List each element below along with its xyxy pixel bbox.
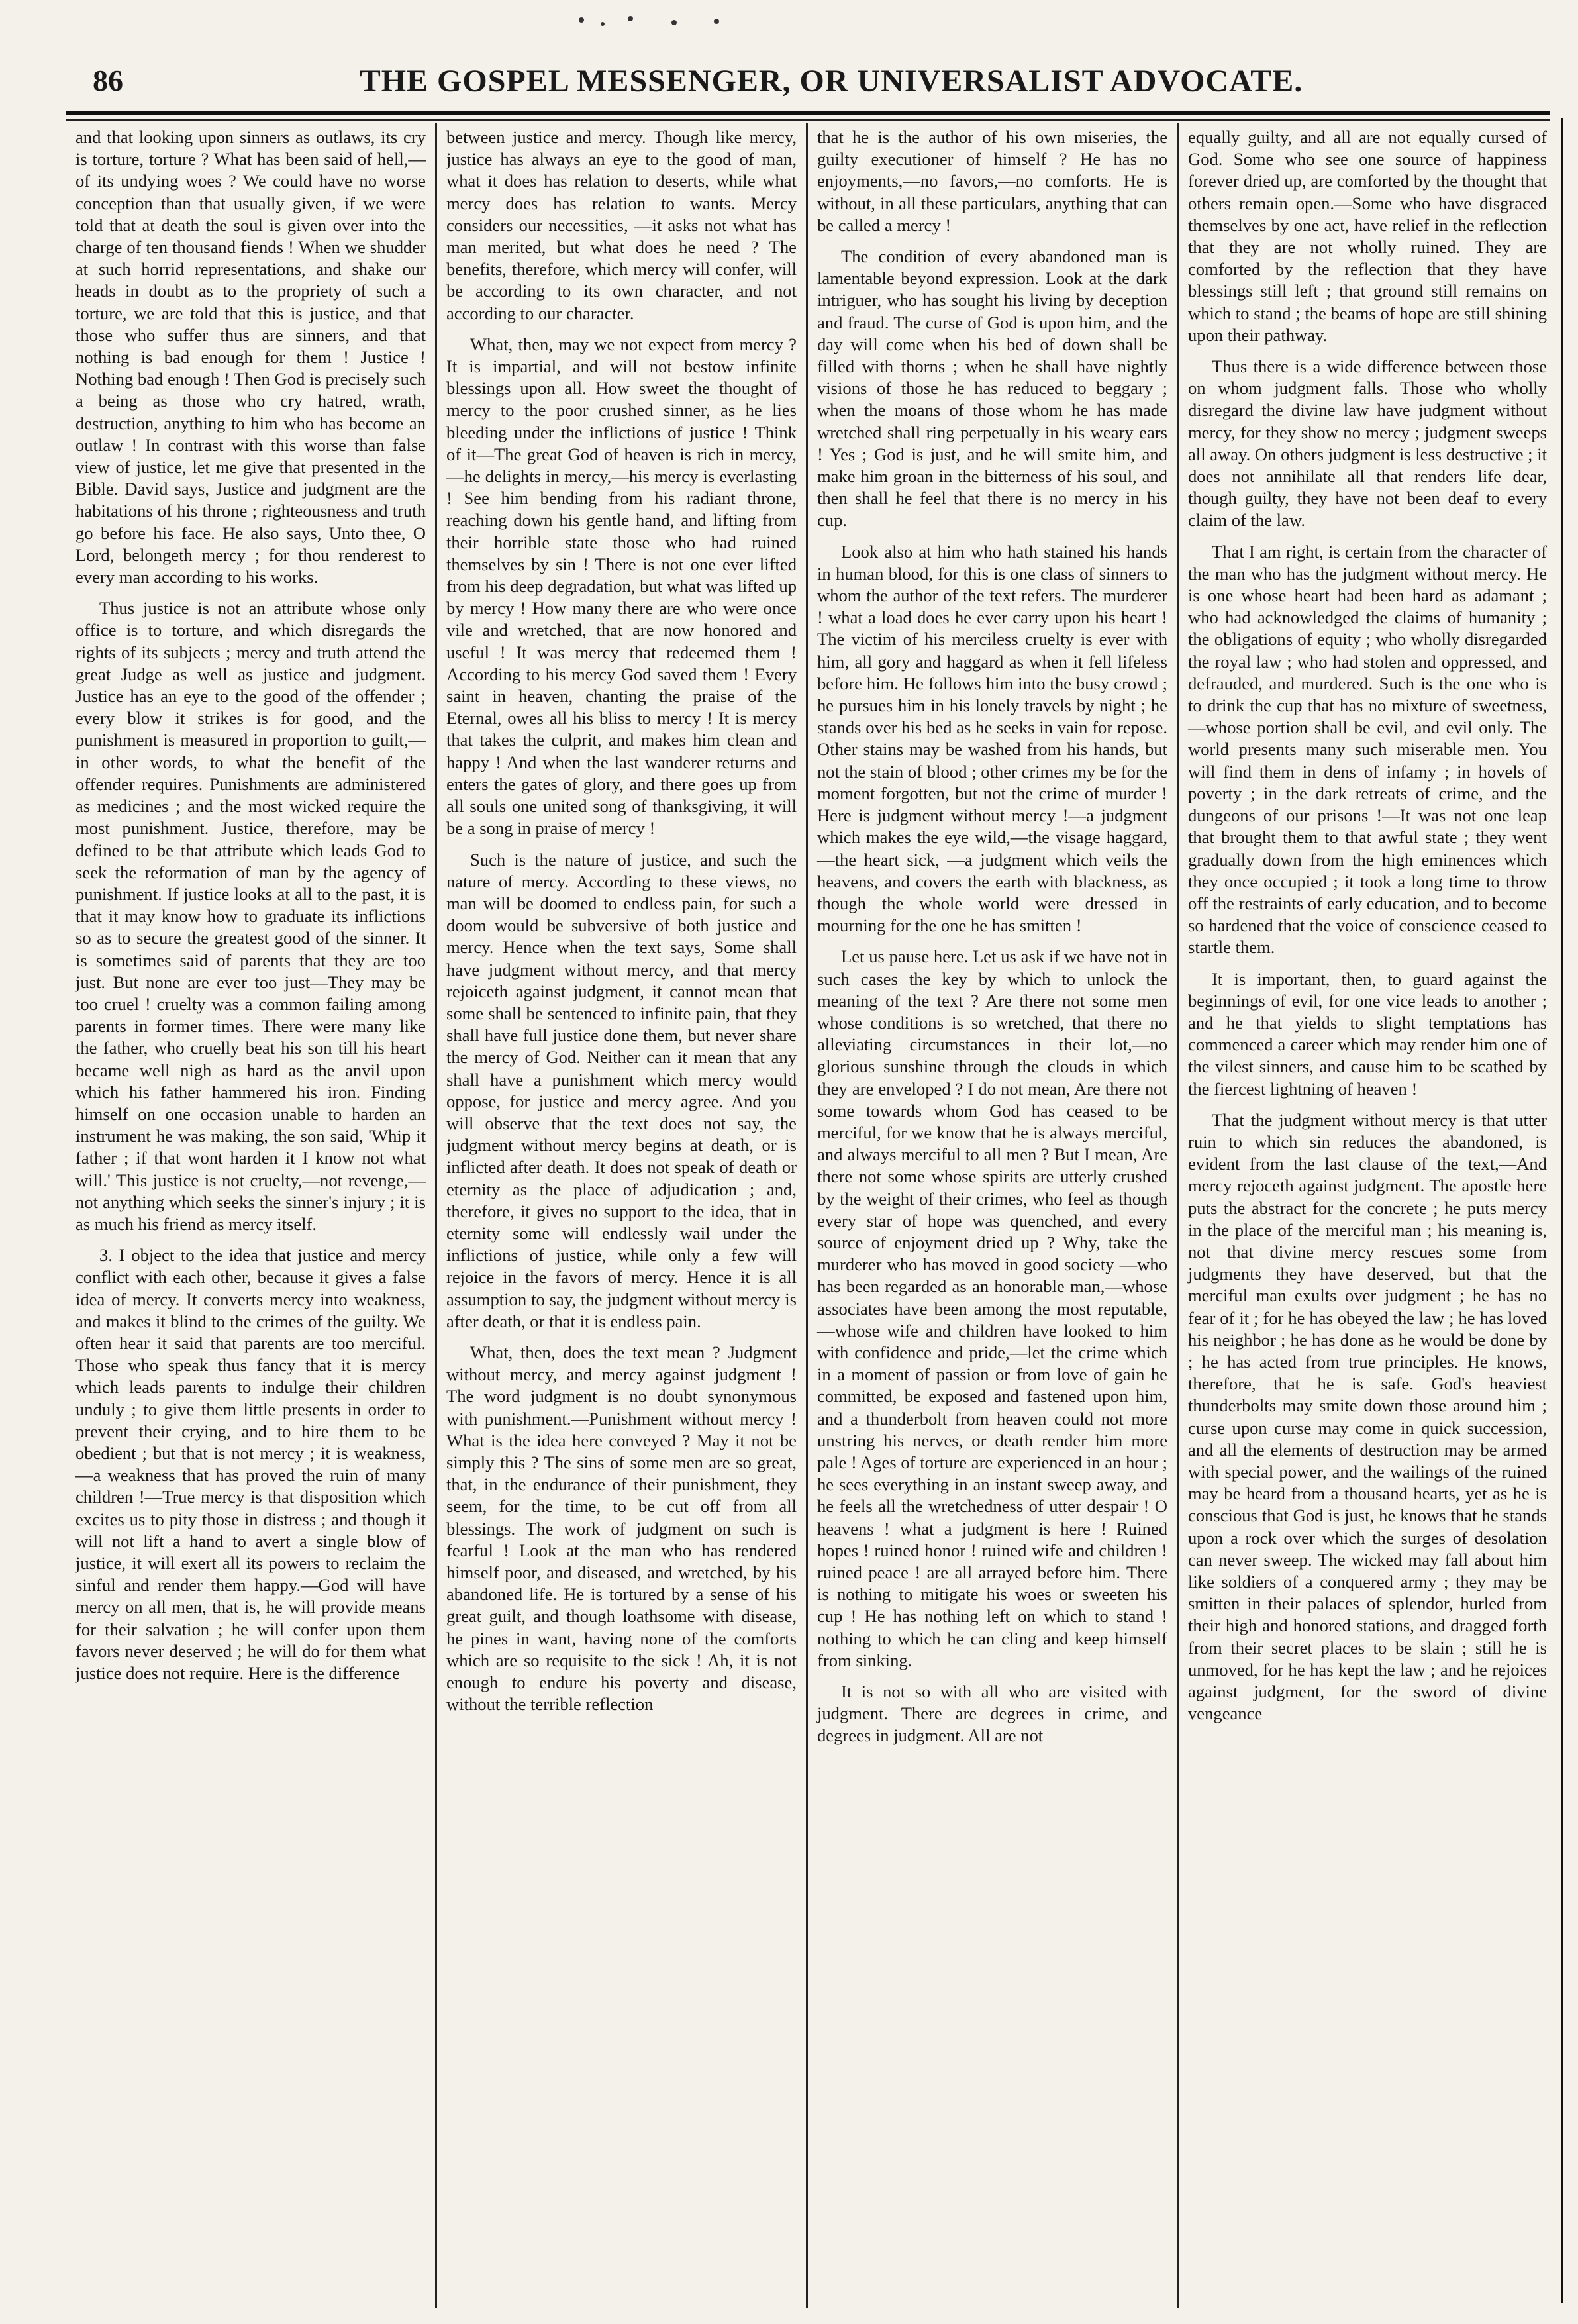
paragraph: That the judgment without mercy is that utter ruin to which sin reduces the abandoned, is evident from the last clause of the text,—And mercy rejoceth against judgment. The apostle here puts the abstract for the concrete ; he puts mercy in the place of the merciful man ; his meaning is, not that divine mercy rescues some from judgments they have deserved, but that the merciful man exults over judgment ; he has no fear of it ; for he has obeyed the law ; he has loved his neighbor ; he has done as he would be done by ; he has acted from true principles. He knows, therefore, that he is safe. God's heaviest thunderbolts may smite down those around him ; curse upon curse may come in quick succession, and all the elements of destruction may be armed with special power, and the wailings of the ruined may be heard from a thousand hearts, yet as he is conscious that God is just, he knows that he stands upon a rock over which the surges of desolation can never sweep. The wicked may fall about him like soldiers of a conquered army ; they may be smitten in their palaces of splendor, hurled from their high and honored stations, and dragged forth from their secret places to be slain ; still he is unmoved, for he has kept the law ; and he rejoices against judgment, for the sword of divine vengeance — [1188, 1109, 1547, 1724]
masthead-title: THE GOSPEL MESSENGER, OR UNIVERSALIST ADVOCATE. — [359, 64, 1303, 99]
paragraph: Let us pause here. Let us ask if we have not in such cases the key by which to unlock the meaning of the text ? Are there not some men whose conditions is so wretched, that there no alleviating circumstances in their lot,—no glorious sunshine through the clouds in which they are enveloped ? I do not mean, Are there not some towards whom God has ceased to be merciful, for we know that he is always merciful, and always merciful to all men ? But I mean, Are there not some whose spirits are utterly crushed by the weight of their crimes, who feel as though every star of hope was quenched, and every source of enjoyment dried up ? Why, take the murderer who has moved in good society —who has been regarded as an honorable man,—whose associates have been among the most reputable,—whose wife and children have looked to him with confidence and pride,—let the crime which in a moment of passion or from love of gain he committed, be exposed and fastened upon him, and a thunderbolt from heaven could not more unstring his nerves, or death render him more pale ! Ages of torture are experienced in an hour ; he sees everything in an instant sweep away, and he feels all the wretchedness of utter despair ! O heavens ! what a judgment is here ! Ruined hopes ! ruined honor ! ruined wife and children ! ruined peace ! are all arrayed before him. There is nothing to mitigate his woes or sweeten his cup ! He has nothing left on which to stand ! nothing to which he can cling and keep himself from sinking. — [817, 946, 1167, 1670]
paragraph: It is important, then, to guard against the beginnings of evil, for one vice leads to another ; and he that yields to slight temptations has commenced a career which may render him one of the vilest sinners, and cause him to be scathed by the fiercest lightning of heaven ! — [1188, 968, 1547, 1099]
header-rule-thin — [66, 119, 1550, 121]
article-columns — [66, 123, 1550, 2308]
page-header — [93, 63, 1569, 103]
page-number: 86 — [93, 64, 123, 97]
paragraph: What, then, does the text mean ? Judgment without mercy, and mercy against judgment ! The word judgment is no doubt synonymous with punishment.—Punishment without mercy ! What is the idea here conveyed ? May it not be simply this ? The sins of some men are so great, that, in the endurance of their punishment, they seem, for the time, to be cut off from all blessings. The work of judgment on such is fearful ! Look at the man who has rendered himself poor, and diseased, and wretched, by his abandoned life. He is tortured by a sense of his great guilt, and though loathsome with disease, he pines in want, having none of the comforts which are so requisite to the sick ! Ah, it is not enough to endure his poverty and disease, without the terrible reflection — [446, 1342, 797, 1715]
paragraph: and that looking upon sinners as outlaws, its cry is torture, torture ? What has been said of hell,—of its undying woes ? We could have no worse conception than that usually given, if we were told that at death the soul is given over into the charge of ten thousand fiends ! When we shudder at such horrid representations, and shake our heads in doubt as to the propriety of such a torture, we are told that this is justice, and that those who suffer thus are sinners, and that nothing is bad enough for them ! Justice ! Nothing bad enough ! Then God is precisely such a being as those who cry hatred, wrath, destruction, anything to him who has become an outlaw ! In contrast with this worse than false view of justice, let me give that presented in the Bible. David says, Justice and judgment are the habitations of his throne ; righteousness and truth go before his face. He also says, Unto thee, O Lord, belongeth mercy ; for thou renderest to every man according to his works. — [75, 127, 426, 587]
paragraph: equally guilty, and all are not equally cursed of God. Some who see one source of happiness forever dried up, are comforted by the thought that others remain open.—Some who have disgraced themselves by one act, have relief in the reflection that they are not wholly ruined. They are comforted by the reflection that they have blessings still left ; that ground still remains on which to stand ; the beams of hope are still shining upon their pathway. — [1188, 127, 1547, 345]
paragraph: Look also at him who hath stained his hands in human blood, for this is one class of sinners to whom the author of the text refers. The murderer ! what a load does he ever carry upon his heart ! The victim of his merciless cruelty is ever with him, all gory and haggard as when it fell lifeless before him. He follows him into the busy crowd ; he pursues him in his lonely travels by night ; he stands over his bed as he seeks in vain for repose. Other stains may be washed from his hands, but not the stain of blood ; other crimes my be for the moment forgotten, but not the crime of murder ! Here is judgment without mercy !—a judgment which makes the eye wild,—the visage haggard,—the heart sick, —a judgment which veils the heavens, and covers the earth with blackness, as though the whole world were dressed in mourning for the one he has smitten ! — [817, 541, 1167, 936]
paragraph: between justice and mercy. Though like mercy, justice has always an eye to the good of man, what it does has relation to deserts, while what mercy does has relation to wants. Mercy considers our necessities, —it asks not what has man merited, but what does he need ? The benefits, therefore, which mercy will confer, will be according to its own character, and not according to our character. — [446, 127, 797, 323]
header-rule — [66, 111, 1550, 115]
paragraph: Thus there is a wide difference between those on whom judgment falls. Those who wholly disregard the divine law have judgment without mercy, for they show no mercy ; judgment sweeps all away. On others judgment is less destructive ; it does not annihilate all that renders life dear, though guilty, they have not been deaf to every claim of the law. — [1188, 356, 1547, 530]
column-3 — [808, 123, 1179, 2308]
paragraph: 3. I object to the idea that justice and mercy conflict with each other, because it gives a false idea of mercy. It converts mercy into weakness, and makes it blind to the crimes of the guilty. We often hear it said that parents are too merciful. Those who speak thus fancy that it is mercy which leads parents to indulge their children unduly ; to give them little presents in order to prevent their crying, and to hire them to be obedient ; but that is not mercy ; it is weakness,—a weakness that has proved the ruin of many children !—True mercy is that disposition which excites us to pity those in distress ; and though it will not lift a hand to avert a single blow of justice, it will exert all its powers to reclaim the sinful and render them happy.—God will have mercy on all men, that is, he will provide means for their salvation ; he will confer upon them favors never deserved ; he will do for them what justice does not require. Here is the difference — [75, 1245, 426, 1684]
column-4 — [1179, 123, 1550, 2308]
paragraph: that he is the author of his own miseries, the guilty executioner of himself ? He has no enjoyments,—no favors,—no comforts. He is without, in all these particulars, anything that can be called a mercy ! — [817, 127, 1167, 235]
paragraph: It is not so with all who are visited with judgment. There are degrees in crime, and degrees in judgment. All are not — [817, 1682, 1167, 1746]
paragraph: Thus justice is not an attribute whose only office is to torture, and which disregards the rights of its subjects ; mercy and truth attend the great Judge as well as justice and judgment. Justice has an eye to the good of the offender ; every blow it strikes is for good, and the punishment is measured in proportion to guilt,—in other words, to what the benefit of the offender requires. Punishments are administered as medicines ; and the most wicked require the most punishment. Justice, therefore, may be defined to be that attribute which leads God to seek the reformation of man by the agency of punishment. If justice looks at all to the past, it is that it may know how to graduate its inflictions so as to secure the greatest good of the sinner. It is sometimes said of parents that they are too just. But none are ever too just—They may be too cruel ! cruelty was a common failing among parents in former times. There were many like the father, who cruelly beat his son till his heart became well nigh as hard as the anvil upon which his father hammered his iron. Finding himself on one occasion unable to harden an instrument he was making, the son said, 'Whip it father ; if that wont harden it I know not what will.' This justice is not cruelty,—not revenge,—not anything which seeks the sinner's injury ; it is as much his friend as mercy itself. — [75, 598, 426, 1234]
print-specks — [0, 5, 1578, 32]
paragraph: Such is the nature of justice, and such the nature of mercy. According to these views, no man will be doomed to endless pain, for such a doom would be subversive of both justice and mercy. Hence when the text says, Some shall have judgment without mercy, and that mercy rejoiceth against judgment, it cannot mean that some shall be sentenced to infinite pain, that they shall have full justice done them, but never share the mercy of God. Neither can it mean that any shall have a punishment which mercy would oppose, for justice and mercy agree. And you will observe that the text does not say, the judgment without mercy begins at death, or is inflicted after death. It does not speak of death or eternity as the place of adjudication ; and, therefore, it gives no support to the idea, that in eternity some will endlessly wail under the inflictions of justice, while only a few will rejoice in the favors of mercy. Hence it is all assumption to say, the judgment without mercy is after death, or that it is endless pain. — [446, 849, 797, 1331]
paragraph: The condition of every abandoned man is lamentable beyond expression. Look at the dark intriguer, who has sought his living by deception and fraud. The curse of God is upon him, and the day will come when his bed of down shall be filled with thorns ; when he shall have nightly visions of those he has reduced to beggary ; when the moans of those whom he has made wretched shall ring perpetually in his weary ears ! Yes ; God is just, and he will smite him, and make him groan in the bitterness of his soul, and then shall he feel that there is no mercy in his cup. — [817, 246, 1167, 530]
paragraph: What, then, may we not expect from mercy ? It is impartial, and will not bestow infinite blessings upon all. How sweet the thought of mercy to the poor crushed sinner, as he lies bleeding under the inflictions of justice ! Think of it—The great God of heaven is rich in mercy, —he delights in mercy,—his mercy is everlasting ! See him bending from his radiant throne, reaching down his gentle hand, and lifting from their horrible state those who had ruined themselves by sin ! There is not one ever lifted from his deep degradation, but what was lifted up by mercy ! How many there are who were once vile and wretched, that are now honored and useful ! It was mercy that redeemed them ! According to his mercy God saved them ! Every saint in heaven, chanting the praise of the Eternal, owes all his bliss to mercy ! It is mercy that takes the culprit, and makes him clean and happy ! And when the last wanderer returns and enters the gates of glory, and there goes up from all souls one united song of thanksgiving, it will be a song in praise of mercy ! — [446, 334, 797, 838]
column-1 — [66, 123, 437, 2308]
page-edge-rule — [1561, 118, 1563, 2303]
paragraph: That I am right, is certain from the character of the man who has the judgment without mercy. He is one whose heart had been hard as adamant ; who had acknowledged the claims of humanity ; the obligations of equity ; who wholly disregarded the royal law ; who had stolen and oppressed, and defrauded, and murdered. Such is the one who is to drink the cup that has no mixture of sweetness,—whose portion shall be evil, and evil only. The world presents many such miserable men. You will find them in dens of infamy ; in hovels of poverty ; in the dark retreats of crime, and the dungeons of our prisons !—It was not one leap that brought them to that awful state ; they went gradually down from the high eminences which they once occupied ; it took a long time to throw off the restraints of early education, and to become so hardened that the voice of conscience ceased to startle them. — [1188, 541, 1547, 958]
column-2 — [437, 123, 808, 2308]
